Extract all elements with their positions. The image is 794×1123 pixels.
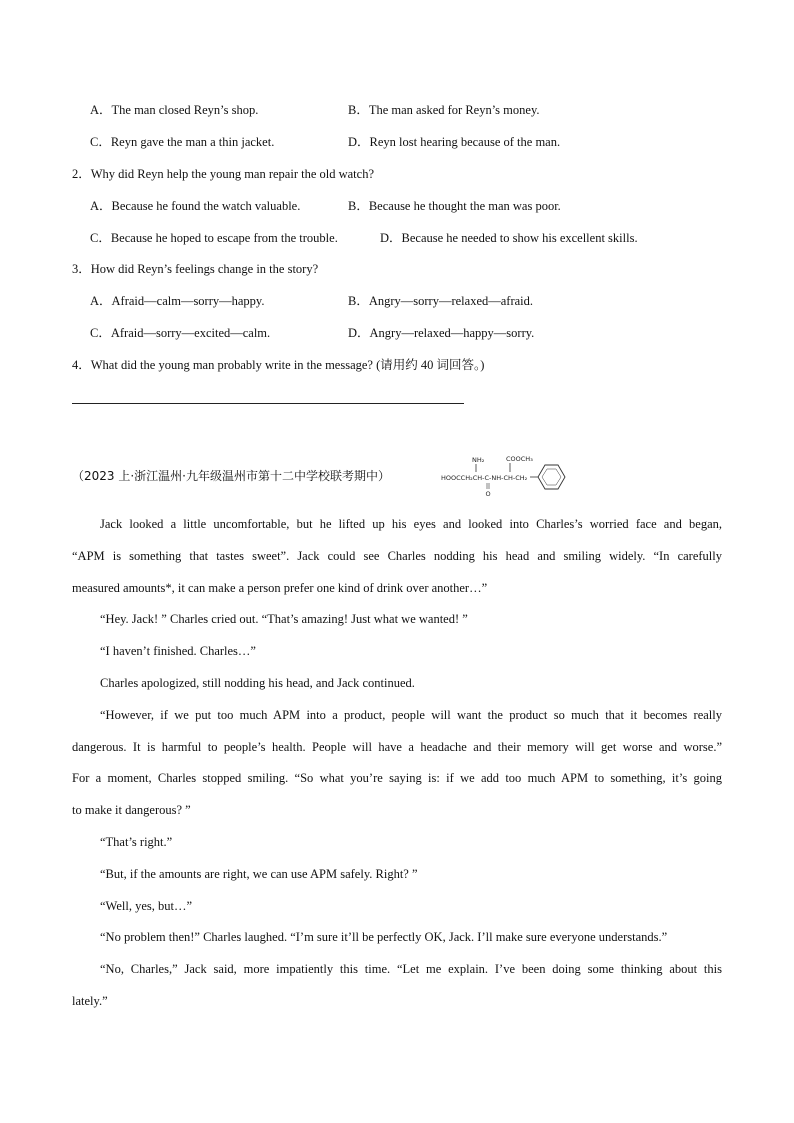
q3-option-b: B．Angry—sorry—relaxed—afraid.	[348, 294, 534, 308]
q2-stem: 2．Why did Reyn help the young man repair the old watch?	[72, 167, 375, 181]
passage-p2: “Hey. Jack! ” Charles cried out. “That’s amazing! Just what we wanted! ”	[100, 612, 468, 626]
passage-p1-line2: “APM is something that tastes sweet”. Jack could see Charles nodding his head and smiling widely. “In carefully	[72, 549, 722, 563]
q2-option-a: A．Because he found the watch valuable.	[90, 199, 301, 213]
q2-option-c: C．Because he hoped to escape from the trouble.	[90, 231, 338, 245]
formula-chain: HOOCCH₂CH-C-NH-CH-CH₂	[441, 474, 528, 482]
q3-stem: 3．How did Reyn’s feelings change in the story?	[72, 262, 319, 276]
answer-line	[72, 403, 464, 404]
passage-p5-line1: “However, if we put too much APM into a product, people will want the product so much that it becomes really	[100, 708, 722, 722]
passage-p5-line3: For a moment, Charles stopped smiling. “So what you’re saying is: if we add too much APM to something, it’s going	[72, 771, 722, 785]
passage-p1-line3: measured amounts*, it can make a person prefer one kind of drink over another…”	[72, 581, 488, 595]
passage-p10-line2: lately.”	[72, 994, 108, 1008]
q3-option-c: C．Afraid—sorry—excited—calm.	[90, 326, 271, 340]
passage-p4: Charles apologized, still nodding his head, and Jack continued.	[100, 676, 415, 690]
q3-option-a: A．Afraid—calm—sorry—happy.	[90, 294, 265, 308]
passage-p5-line2: dangerous. It is harmful to people’s health. People will have a headache and their memory will get worse and worse.”	[72, 740, 722, 754]
passage-p7: “But, if the amounts are right, we can use APM safely. Right? ”	[100, 867, 418, 881]
q1-option-b: B．The man asked for Reyn’s money.	[348, 103, 540, 117]
passage-p9: “No problem then!” Charles laughed. “I’m sure it’ll be perfectly OK, Jack. I’ll make sure everyone understands.”	[100, 930, 668, 944]
q2-option-d: D．Because he needed to show his excellent skills.	[380, 231, 638, 245]
q3-option-d: D．Angry—relaxed—happy—sorry.	[348, 326, 535, 340]
q2-option-b: B．Because he thought the man was poor.	[348, 199, 561, 213]
formula-cooch3: COOCH₃	[506, 455, 533, 463]
passage-p8: “Well, yes, but…”	[100, 899, 193, 913]
q1-option-a: A．The man closed Reyn’s shop.	[90, 103, 259, 117]
q1-option-d: D．Reyn lost hearing because of the man.	[348, 135, 561, 149]
passage-p10-line1: “No, Charles,” Jack said, more impatiently this time. “Let me explain. I’ve been doing some thinking about this	[100, 962, 722, 976]
formula-nh2: NH₂	[472, 456, 485, 464]
passage-p1-line1: Jack looked a little uncomfortable, but he lifted up his eyes and looked into Charles’s worried face and began,	[100, 517, 722, 531]
q4-stem: 4．What did the young man probably write in the message? (请用约 40 词回答。)	[72, 358, 485, 372]
passage-p5-line4: to make it dangerous? ”	[72, 803, 191, 817]
source-label: （2023 上·浙江温州·九年级温州市第十二中学校联考期中）	[72, 469, 390, 483]
q1-option-c: C．Reyn gave the man a thin jacket.	[90, 135, 275, 149]
passage-p3: “I haven’t finished. Charles…”	[100, 644, 256, 658]
passage-p6: “That’s right.”	[100, 835, 173, 849]
formula-oxygen: O	[485, 490, 491, 498]
chemical-structure-icon	[440, 450, 570, 500]
